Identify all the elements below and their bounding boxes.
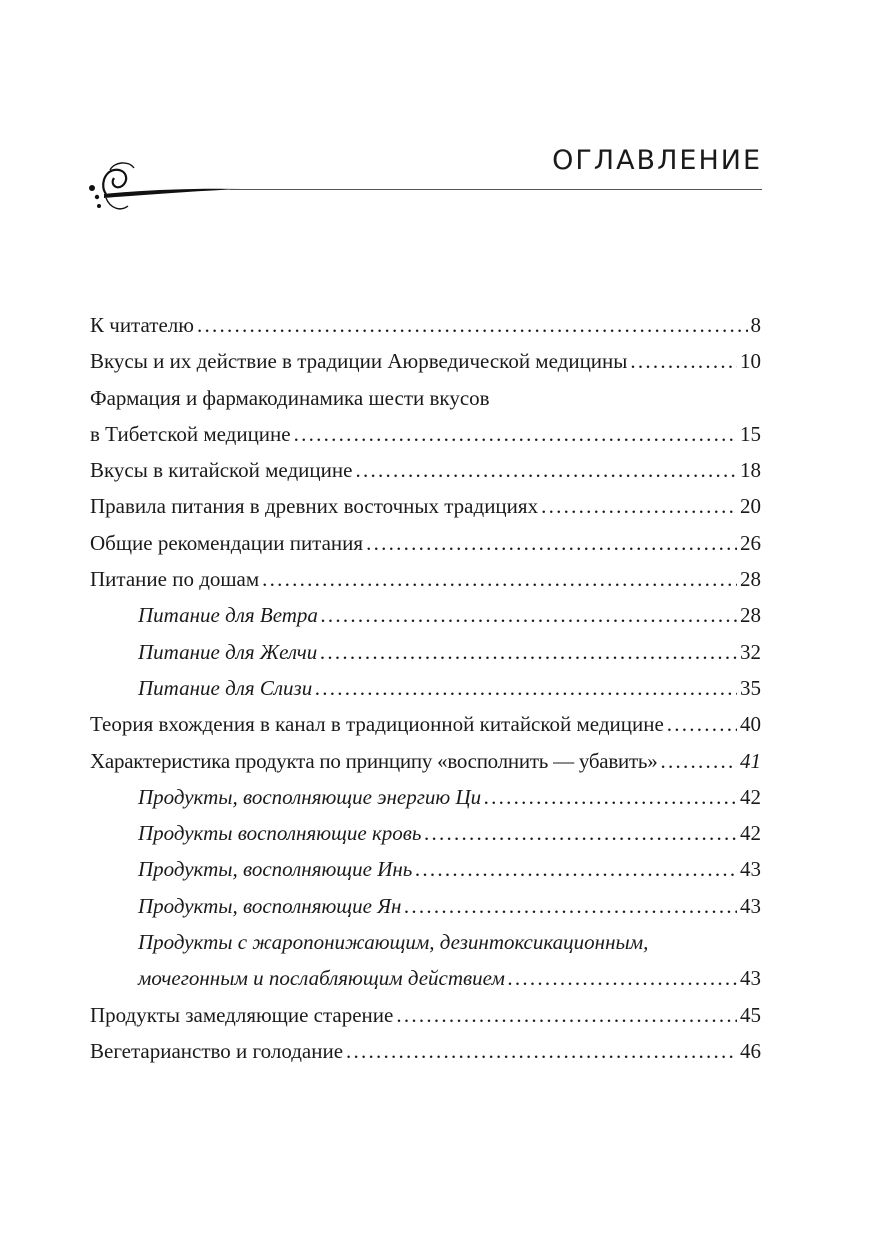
toc-entry-page: 46 (740, 1038, 761, 1063)
toc-entry-title: Продукты, восполняющие энергию Ци (138, 784, 482, 809)
toc-entry-title: Характеристика продукта по принципу «восполнить — убавить» (90, 748, 658, 773)
toc-subentry[interactable] (90, 815, 761, 851)
toc-entry-title: Продукты восполняющие кровь (138, 821, 422, 846)
toc-entry[interactable] (90, 525, 761, 561)
toc-entry-page: 8 (750, 313, 761, 337)
dot-leader (630, 343, 737, 379)
dot-leader (355, 452, 737, 488)
toc-entry-page: 10 (740, 349, 761, 374)
toc-subentry[interactable] (90, 924, 761, 960)
toc-subentry[interactable] (90, 960, 761, 996)
toc-entry-page: 28 (740, 603, 761, 628)
swirl-ornament-icon (84, 150, 244, 220)
toc-entry-title: Питание по дошам (90, 567, 260, 592)
toc-entry-title: Питание для Слизи (138, 675, 313, 700)
dot-leader (424, 815, 737, 851)
toc-entry[interactable] (90, 416, 761, 452)
dot-leader (661, 743, 737, 779)
toc-entry-title: Вкусы в китайской медицине (90, 458, 353, 483)
toc-entry[interactable] (90, 561, 761, 597)
dot-leader (508, 960, 737, 996)
toc-entry-title: Общие рекомендации питания (90, 530, 364, 555)
toc-entry-page: 26 (740, 530, 761, 555)
toc-entry-page: 18 (740, 458, 761, 483)
toc-subentry[interactable] (90, 851, 761, 887)
toc-subentry[interactable] (90, 634, 761, 670)
page-title: ОГЛАВЛЕНИЕ (552, 145, 762, 176)
toc-entry-title: в Тибетской медицине (90, 421, 291, 446)
toc-entry-title: К читателю (90, 313, 194, 337)
toc-entry[interactable] (90, 307, 761, 343)
dot-leader (294, 416, 737, 452)
toc-entry-title: Продукты замедляющие старение (90, 1002, 394, 1027)
toc-entry-page: 20 (740, 494, 761, 519)
toc-subentry[interactable] (90, 888, 761, 924)
toc-entry[interactable] (90, 488, 761, 524)
toc-entry-page: 43 (740, 966, 761, 991)
toc-subentry[interactable] (90, 670, 761, 706)
dot-leader (396, 997, 737, 1033)
toc-entry-page: 32 (740, 639, 761, 664)
toc-entry-page: 35 (740, 675, 761, 700)
toc-entry-page: 45 (740, 1002, 761, 1027)
dot-leader (346, 1033, 737, 1069)
toc-entry-title: Вегетарианство и голодание (90, 1038, 344, 1063)
dot-leader (320, 634, 737, 670)
toc-entry-title: Продукты с жаропонижающим, дезинтоксикационным, (138, 930, 649, 955)
dot-leader (667, 706, 737, 742)
toc-entry[interactable] (90, 997, 761, 1033)
toc-entry[interactable] (90, 1033, 761, 1069)
toc-entry-title: Питание для Желчи (138, 639, 318, 664)
toc-entry[interactable] (90, 343, 761, 379)
toc-entry-page: 43 (740, 893, 761, 918)
table-of-contents (90, 307, 761, 1069)
toc-entry-page: 42 (740, 821, 761, 846)
toc-entry-title: Вкусы и их действие в традиции Аюрведической медицины (90, 349, 628, 374)
toc-entry[interactable] (90, 743, 761, 779)
dot-leader (415, 851, 737, 887)
toc-entry-title: Фармация и фармакодинамика шести вкусов (90, 385, 490, 410)
dot-leader (404, 888, 737, 924)
toc-entry-page: 41 (740, 748, 761, 773)
dot-leader (321, 597, 737, 633)
dot-leader (262, 561, 737, 597)
toc-entry-page: 42 (740, 784, 761, 809)
toc-entry-title: Правила питания в древних восточных традициях (90, 494, 539, 519)
toc-entry-title: Продукты, восполняющие Инь (138, 857, 413, 882)
toc-entry-title: Питание для Ветра (138, 603, 318, 628)
toc-entry-title: Продукты, восполняющие Ян (138, 893, 402, 918)
toc-entry[interactable] (90, 706, 761, 742)
dot-leader (541, 488, 737, 524)
toc-entry[interactable] (90, 452, 761, 488)
dot-leader (197, 307, 748, 343)
dot-leader (484, 779, 737, 815)
dot-leader (315, 670, 737, 706)
toc-entry-page: 40 (740, 712, 761, 737)
dot-leader (366, 525, 737, 561)
toc-entry-page: 15 (740, 421, 761, 446)
toc-subentry[interactable] (90, 779, 761, 815)
toc-entry[interactable] (90, 380, 761, 416)
toc-entry-title: мочегонным и послабляющим действием (138, 966, 505, 991)
toc-subentry[interactable] (90, 597, 761, 633)
toc-entry-page: 43 (740, 857, 761, 882)
toc-entry-title: Теория вхождения в канал в традиционной китайской медицине (90, 712, 664, 737)
toc-entry-page: 28 (740, 567, 761, 592)
title-underline (230, 189, 762, 190)
